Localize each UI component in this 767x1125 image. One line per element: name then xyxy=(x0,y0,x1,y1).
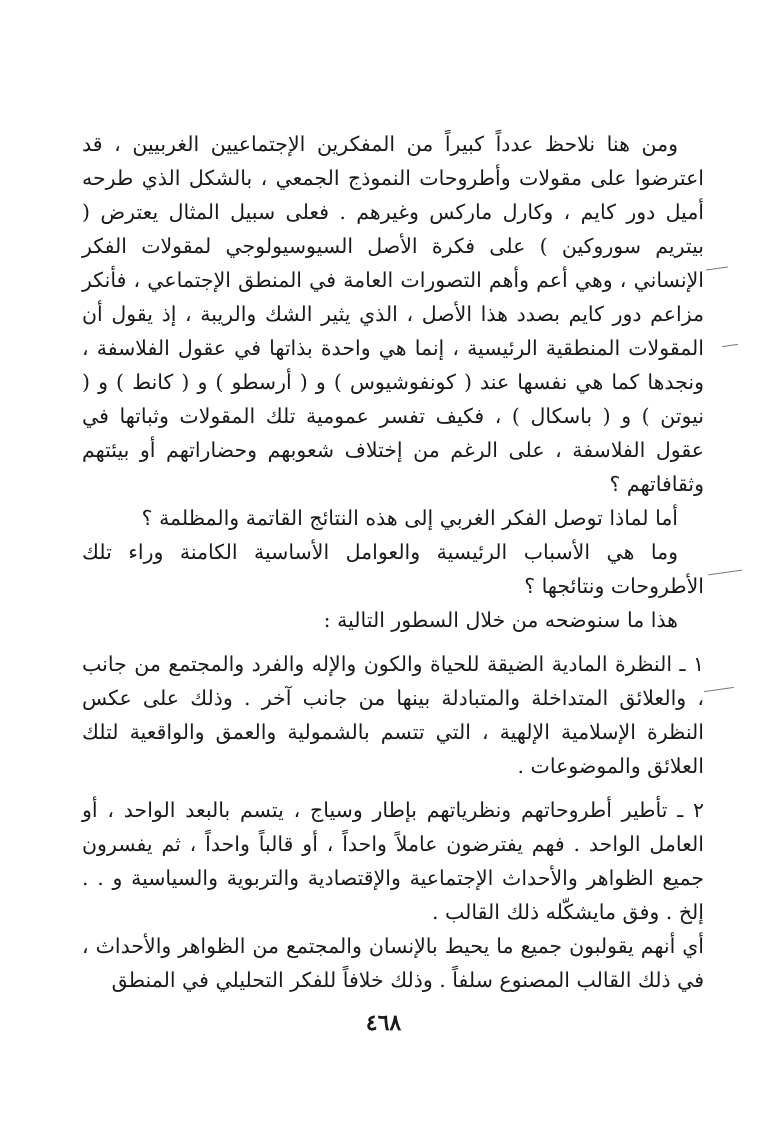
paragraph-western-thinkers: ومن هنا نلاحظ عدداً كبيراً من المفكرين الإجتماعيين الغربيين ، قد اعترضوا على مقولات وأطروحات النموذج الجمعي ، بالشكل الذي طرحه أميل دور كايم ، وكارل ماركس وغيرهم . فعلى سبيل المثال يعترض ( بيتريم سوروكين ) على فكرة الأصل السيوسيولوجي لمقولات الفكر الإنساني ، وهي أعم وأهم التصورات العامة في المنطق الإجتماعي ، فأنكر مزاعم دور كايم بصدد هذا الأصل ، الذي يثير الشك والريبة ، إذ يقول أن المقولات المنطقية الرئيسية ، إنما هي واحدة بذاتها في عقول الفلاسفة ، ونجدها كما هي نفسها عند ( كونفوشيوس ) و ( أرسطو ) و ( كانط ) و ( نيوتن ) و ( باسكال ) ، فكيف تفسر عمومية تلك المقولات وثباتها في عقول الفلاسفة ، على الرغم من إختلاف شعوبهم وحضاراتهم أو بيئتهم وثقافاتهم ؟ xyxy=(82,132,704,496)
paragraph-point-two: ٢ ـ تأطير أطروحاتهم ونظرياتهم بإطار وسياج ، يتسم بالبعد الواحد ، أو العامل الواحد . فهم يفترضون عاملاً واحداً ، أو قالباً واحداً ، ثم يفسرون جميع الظواهر والأحداث الإجتماعية والإقتصادية والتربوية والسياسية و . . إلخ . وفق مايشكّله ذلك القالب . xyxy=(82,798,704,924)
paragraph-intro-lines: هذا ما سنوضحه من خلال السطور التالية : xyxy=(323,608,678,632)
page-number: ٤٦٨ xyxy=(365,1010,402,1036)
paragraph-continuation: أي أنهم يقولبون جميع ما يحيط بالإنسان والمجتمع من الظواهر والأحداث ، في ذلك القالب المصنوع سلفاً . وذلك خلافاً للفكر التحليلي في المنطق xyxy=(82,934,704,992)
paragraph-point-one: ١ ـ النظرة المادية الضيقة للحياة والكون والإله والفرد والمجتمع من جانب ، والعلائق المتداخلة والمتبادلة بينها من جانب آخر . وذلك على عكس النظرة الإسلامية الإلهية ، التي تتسم بالشمولية والعمق والواقعية لتلك العلائق والموضوعات . xyxy=(82,652,704,778)
paragraph-question-why: أما لماذا توصل الفكر الغربي إلى هذه النتائج القاتمة والمظلمة ؟ xyxy=(141,506,678,530)
margin-pencil-mark xyxy=(708,570,742,576)
margin-pencil-mark xyxy=(704,687,734,692)
margin-pencil-mark xyxy=(722,344,738,347)
margin-pencil-mark xyxy=(706,266,728,270)
paragraph-question-reasons: وما هي الأسباب الرئيسية والعوامل الأساسية الكامنة وراء تلك الأطروحات ونتائجها ؟ xyxy=(82,540,704,598)
body-text xyxy=(82,127,704,997)
